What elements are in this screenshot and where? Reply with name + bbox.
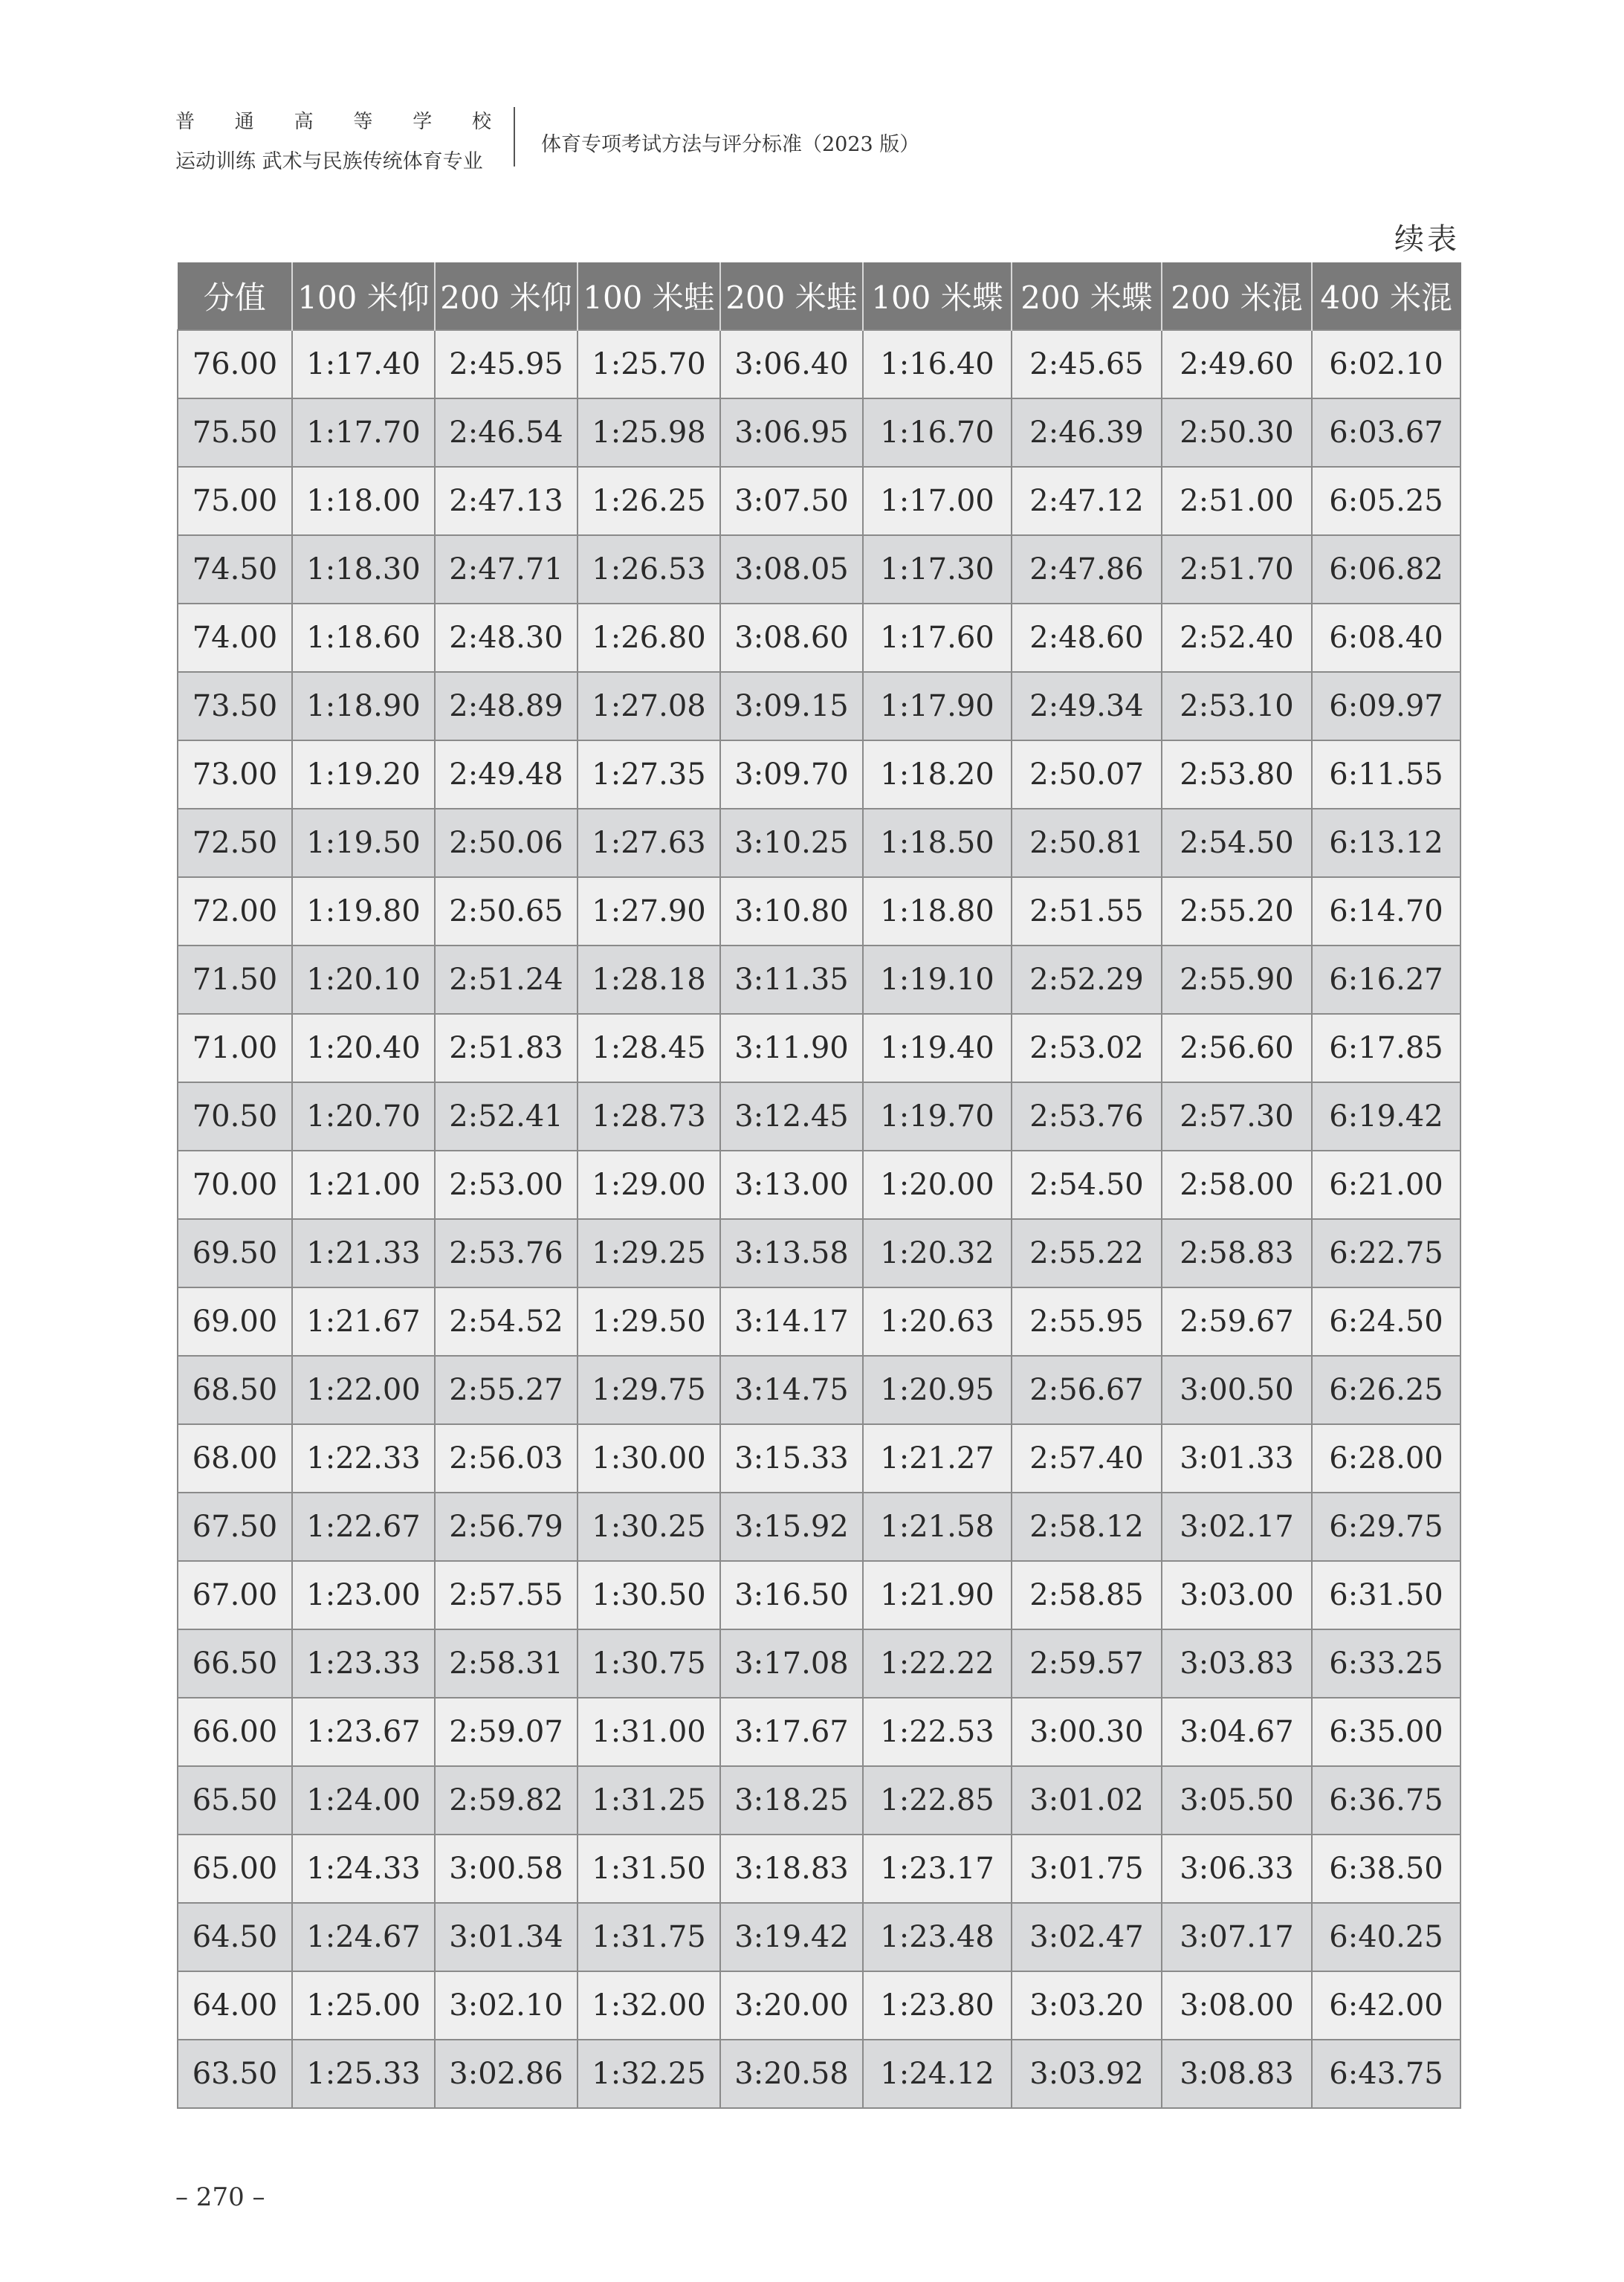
score-cell: 71.50 xyxy=(178,946,292,1014)
time-cell: 1:17.30 xyxy=(863,535,1012,604)
time-cell: 3:15.33 xyxy=(720,1424,863,1493)
score-cell: 72.00 xyxy=(178,877,292,946)
time-cell: 2:51.24 xyxy=(435,946,578,1014)
time-cell: 2:58.31 xyxy=(435,1629,578,1698)
time-cell: 3:08.00 xyxy=(1162,1971,1312,2040)
score-cell: 68.50 xyxy=(178,1356,292,1424)
time-cell: 1:21.90 xyxy=(863,1561,1012,1629)
time-cell: 1:31.25 xyxy=(578,1766,720,1835)
time-cell: 2:45.65 xyxy=(1012,330,1162,398)
time-cell: 3:13.58 xyxy=(720,1219,863,1287)
time-cell: 1:25.33 xyxy=(292,2040,435,2108)
time-cell: 1:19.50 xyxy=(292,809,435,877)
time-cell: 2:46.54 xyxy=(435,398,578,467)
time-cell: 2:51.83 xyxy=(435,1014,578,1082)
table-row xyxy=(178,1424,1460,1493)
time-cell: 3:05.50 xyxy=(1162,1766,1312,1835)
column-header: 200 米蛙 xyxy=(720,262,863,330)
time-cell: 2:53.02 xyxy=(1012,1014,1162,1082)
time-cell: 3:01.34 xyxy=(435,1903,578,1971)
time-cell: 1:20.00 xyxy=(863,1151,1012,1219)
time-cell: 3:18.25 xyxy=(720,1766,863,1835)
header-left-block xyxy=(175,107,502,177)
time-cell: 1:19.10 xyxy=(863,946,1012,1014)
score-cell: 69.00 xyxy=(178,1287,292,1356)
time-cell: 3:20.00 xyxy=(720,1971,863,2040)
time-cell: 2:50.07 xyxy=(1012,740,1162,809)
time-cell: 1:20.32 xyxy=(863,1219,1012,1287)
time-cell: 2:56.67 xyxy=(1012,1356,1162,1424)
score-cell: 67.00 xyxy=(178,1561,292,1629)
time-cell: 1:25.70 xyxy=(578,330,720,398)
time-cell: 2:59.67 xyxy=(1162,1287,1312,1356)
time-cell: 6:22.75 xyxy=(1312,1219,1460,1287)
time-cell: 6:14.70 xyxy=(1312,877,1460,946)
time-cell: 6:03.67 xyxy=(1312,398,1460,467)
time-cell: 3:14.17 xyxy=(720,1287,863,1356)
time-cell: 2:53.76 xyxy=(435,1219,578,1287)
time-cell: 2:53.80 xyxy=(1162,740,1312,809)
time-cell: 6:29.75 xyxy=(1312,1493,1460,1561)
time-cell: 1:30.00 xyxy=(578,1424,720,1493)
time-cell: 3:10.80 xyxy=(720,877,863,946)
score-cell: 71.00 xyxy=(178,1014,292,1082)
time-cell: 2:45.95 xyxy=(435,330,578,398)
time-cell: 3:08.83 xyxy=(1162,2040,1312,2108)
time-cell: 3:12.45 xyxy=(720,1082,863,1151)
time-cell: 6:11.55 xyxy=(1312,740,1460,809)
time-cell: 1:22.67 xyxy=(292,1493,435,1561)
time-cell: 1:17.40 xyxy=(292,330,435,398)
time-cell: 3:06.95 xyxy=(720,398,863,467)
time-cell: 2:55.20 xyxy=(1162,877,1312,946)
score-cell: 68.00 xyxy=(178,1424,292,1493)
table-row xyxy=(178,398,1460,467)
time-cell: 1:27.90 xyxy=(578,877,720,946)
time-cell: 2:58.12 xyxy=(1012,1493,1162,1561)
time-cell: 1:24.00 xyxy=(292,1766,435,1835)
continued-table-label: 续表 xyxy=(1394,222,1460,256)
table-header-row xyxy=(178,262,1460,330)
time-cell: 1:25.00 xyxy=(292,1971,435,2040)
time-cell: 1:26.53 xyxy=(578,535,720,604)
time-cell: 1:30.50 xyxy=(578,1561,720,1629)
table-row xyxy=(178,1082,1460,1151)
score-cell: 66.50 xyxy=(178,1629,292,1698)
time-cell: 2:57.55 xyxy=(435,1561,578,1629)
time-cell: 2:54.50 xyxy=(1162,809,1312,877)
time-cell: 1:27.08 xyxy=(578,672,720,740)
score-cell: 73.50 xyxy=(178,672,292,740)
time-cell: 3:02.47 xyxy=(1012,1903,1162,1971)
school-char: 学 xyxy=(413,111,433,133)
time-cell: 2:47.86 xyxy=(1012,535,1162,604)
time-cell: 2:56.60 xyxy=(1162,1014,1312,1082)
time-cell: 6:02.10 xyxy=(1312,330,1460,398)
table-row xyxy=(178,672,1460,740)
score-cell: 73.00 xyxy=(178,740,292,809)
time-cell: 3:07.17 xyxy=(1162,1903,1312,1971)
time-cell: 2:47.13 xyxy=(435,467,578,535)
time-cell: 6:28.00 xyxy=(1312,1424,1460,1493)
time-cell: 2:51.55 xyxy=(1012,877,1162,946)
table-row xyxy=(178,1219,1460,1287)
time-cell: 2:57.40 xyxy=(1012,1424,1162,1493)
time-cell: 6:38.50 xyxy=(1312,1835,1460,1903)
time-cell: 3:11.90 xyxy=(720,1014,863,1082)
time-cell: 1:23.33 xyxy=(292,1629,435,1698)
time-cell: 1:21.33 xyxy=(292,1219,435,1287)
time-cell: 3:11.35 xyxy=(720,946,863,1014)
score-cell: 70.50 xyxy=(178,1082,292,1151)
time-cell: 2:47.12 xyxy=(1012,467,1162,535)
time-cell: 1:21.58 xyxy=(863,1493,1012,1561)
time-cell: 1:20.10 xyxy=(292,946,435,1014)
time-cell: 6:26.25 xyxy=(1312,1356,1460,1424)
time-cell: 1:16.40 xyxy=(863,330,1012,398)
time-cell: 3:01.33 xyxy=(1162,1424,1312,1493)
table-row xyxy=(178,877,1460,946)
time-cell: 3:09.70 xyxy=(720,740,863,809)
table-row xyxy=(178,467,1460,535)
time-cell: 1:24.12 xyxy=(863,2040,1012,2108)
time-cell: 3:16.50 xyxy=(720,1561,863,1629)
running-header xyxy=(175,107,1290,181)
time-cell: 1:24.33 xyxy=(292,1835,435,1903)
table-row xyxy=(178,1493,1460,1561)
time-cell: 2:49.60 xyxy=(1162,330,1312,398)
score-cell: 66.00 xyxy=(178,1698,292,1766)
school-char: 高 xyxy=(294,111,314,133)
column-header: 200 米蝶 xyxy=(1012,262,1162,330)
time-cell: 1:22.00 xyxy=(292,1356,435,1424)
time-cell: 3:06.33 xyxy=(1162,1835,1312,1903)
time-cell: 6:21.00 xyxy=(1312,1151,1460,1219)
time-cell: 3:00.58 xyxy=(435,1835,578,1903)
time-cell: 3:10.25 xyxy=(720,809,863,877)
time-cell: 3:01.02 xyxy=(1012,1766,1162,1835)
time-cell: 2:57.30 xyxy=(1162,1082,1312,1151)
time-cell: 1:17.70 xyxy=(292,398,435,467)
time-cell: 6:35.00 xyxy=(1312,1698,1460,1766)
school-char: 通 xyxy=(234,111,254,133)
major-label: 运动训练 武术与民族传统体育专业 xyxy=(175,150,483,173)
time-cell: 3:02.10 xyxy=(435,1971,578,2040)
column-header: 400 米混 xyxy=(1312,262,1460,330)
school-char: 等 xyxy=(353,111,373,133)
time-cell: 1:18.00 xyxy=(292,467,435,535)
time-cell: 1:31.75 xyxy=(578,1903,720,1971)
time-cell: 3:15.92 xyxy=(720,1493,863,1561)
time-cell: 2:50.30 xyxy=(1162,398,1312,467)
time-cell: 2:49.48 xyxy=(435,740,578,809)
table-row xyxy=(178,809,1460,877)
time-cell: 3:02.17 xyxy=(1162,1493,1312,1561)
time-cell: 6:36.75 xyxy=(1312,1766,1460,1835)
score-cell: 64.00 xyxy=(178,1971,292,2040)
time-cell: 1:24.67 xyxy=(292,1903,435,1971)
time-cell: 1:29.50 xyxy=(578,1287,720,1356)
time-cell: 2:55.95 xyxy=(1012,1287,1162,1356)
time-cell: 3:07.50 xyxy=(720,467,863,535)
time-cell: 2:48.89 xyxy=(435,672,578,740)
time-cell: 1:18.30 xyxy=(292,535,435,604)
table-row xyxy=(178,1903,1460,1971)
score-cell: 70.00 xyxy=(178,1151,292,1219)
school-char: 校 xyxy=(471,111,491,133)
time-cell: 6:08.40 xyxy=(1312,604,1460,672)
time-cell: 2:55.27 xyxy=(435,1356,578,1424)
time-cell: 2:59.57 xyxy=(1012,1629,1162,1698)
time-cell: 1:21.00 xyxy=(292,1151,435,1219)
time-cell: 1:28.73 xyxy=(578,1082,720,1151)
time-cell: 1:19.80 xyxy=(292,877,435,946)
school-char: 普 xyxy=(175,111,195,133)
time-cell: 6:17.85 xyxy=(1312,1014,1460,1082)
table-row xyxy=(178,1561,1460,1629)
time-cell: 1:22.85 xyxy=(863,1766,1012,1835)
time-cell: 1:19.70 xyxy=(863,1082,1012,1151)
time-cell: 1:20.70 xyxy=(292,1082,435,1151)
time-cell: 3:03.00 xyxy=(1162,1561,1312,1629)
time-cell: 3:14.75 xyxy=(720,1356,863,1424)
time-cell: 1:26.80 xyxy=(578,604,720,672)
time-cell: 2:50.65 xyxy=(435,877,578,946)
time-cell: 1:28.45 xyxy=(578,1014,720,1082)
time-cell: 1:28.18 xyxy=(578,946,720,1014)
time-cell: 1:21.67 xyxy=(292,1287,435,1356)
time-cell: 6:33.25 xyxy=(1312,1629,1460,1698)
table-row xyxy=(178,2040,1460,2108)
time-cell: 6:31.50 xyxy=(1312,1561,1460,1629)
time-cell: 3:03.20 xyxy=(1012,1971,1162,2040)
time-cell: 1:19.20 xyxy=(292,740,435,809)
table-body xyxy=(178,330,1460,2108)
time-cell: 1:21.27 xyxy=(863,1424,1012,1493)
time-cell: 1:23.48 xyxy=(863,1903,1012,1971)
time-cell: 3:17.67 xyxy=(720,1698,863,1766)
time-cell: 6:40.25 xyxy=(1312,1903,1460,1971)
time-cell: 2:48.60 xyxy=(1012,604,1162,672)
time-cell: 1:20.95 xyxy=(863,1356,1012,1424)
column-header: 100 米蛙 xyxy=(578,262,720,330)
score-cell: 75.00 xyxy=(178,467,292,535)
time-cell: 1:22.53 xyxy=(863,1698,1012,1766)
time-cell: 2:46.39 xyxy=(1012,398,1162,467)
time-cell: 1:30.75 xyxy=(578,1629,720,1698)
time-cell: 1:18.90 xyxy=(292,672,435,740)
time-cell: 1:18.20 xyxy=(863,740,1012,809)
time-cell: 1:23.80 xyxy=(863,1971,1012,2040)
time-cell: 6:24.50 xyxy=(1312,1287,1460,1356)
time-cell: 2:52.41 xyxy=(435,1082,578,1151)
table-row xyxy=(178,535,1460,604)
score-cell: 65.50 xyxy=(178,1766,292,1835)
time-cell: 6:13.12 xyxy=(1312,809,1460,877)
time-cell: 2:58.85 xyxy=(1012,1561,1162,1629)
time-cell: 2:52.29 xyxy=(1012,946,1162,1014)
table-row xyxy=(178,1014,1460,1082)
time-cell: 2:56.03 xyxy=(435,1424,578,1493)
time-cell: 2:50.81 xyxy=(1012,809,1162,877)
time-cell: 2:59.82 xyxy=(435,1766,578,1835)
time-cell: 1:23.17 xyxy=(863,1835,1012,1903)
time-cell: 2:53.10 xyxy=(1162,672,1312,740)
column-header: 分值 xyxy=(178,262,292,330)
score-cell: 72.50 xyxy=(178,809,292,877)
table-row xyxy=(178,330,1460,398)
time-cell: 2:51.70 xyxy=(1162,535,1312,604)
score-cell: 64.50 xyxy=(178,1903,292,1971)
table-row xyxy=(178,1287,1460,1356)
time-cell: 1:31.00 xyxy=(578,1698,720,1766)
time-cell: 3:02.86 xyxy=(435,2040,578,2108)
score-cell: 63.50 xyxy=(178,2040,292,2108)
column-header: 100 米仰 xyxy=(292,262,435,330)
table-row xyxy=(178,1971,1460,2040)
table-row xyxy=(178,1698,1460,1766)
table-row xyxy=(178,740,1460,809)
time-cell: 3:18.83 xyxy=(720,1835,863,1903)
time-cell: 3:06.40 xyxy=(720,330,863,398)
time-cell: 2:51.00 xyxy=(1162,467,1312,535)
time-cell: 3:03.92 xyxy=(1012,2040,1162,2108)
time-cell: 2:55.90 xyxy=(1162,946,1312,1014)
time-cell: 1:17.60 xyxy=(863,604,1012,672)
table-row xyxy=(178,1629,1460,1698)
time-cell: 3:08.60 xyxy=(720,604,863,672)
time-cell: 2:58.00 xyxy=(1162,1151,1312,1219)
time-cell: 1:22.33 xyxy=(292,1424,435,1493)
time-cell: 6:19.42 xyxy=(1312,1082,1460,1151)
time-cell: 1:26.25 xyxy=(578,467,720,535)
table-row xyxy=(178,946,1460,1014)
school-type-label xyxy=(175,107,491,137)
time-cell: 1:32.00 xyxy=(578,1971,720,2040)
table-row xyxy=(178,1766,1460,1835)
time-cell: 1:18.60 xyxy=(292,604,435,672)
time-cell: 6:06.82 xyxy=(1312,535,1460,604)
table-row xyxy=(178,1356,1460,1424)
time-cell: 3:20.58 xyxy=(720,2040,863,2108)
time-cell: 2:52.40 xyxy=(1162,604,1312,672)
column-header: 200 米仰 xyxy=(435,262,578,330)
time-cell: 1:29.25 xyxy=(578,1219,720,1287)
time-cell: 6:16.27 xyxy=(1312,946,1460,1014)
time-cell: 2:47.71 xyxy=(435,535,578,604)
table-row xyxy=(178,1151,1460,1219)
time-cell: 2:49.34 xyxy=(1012,672,1162,740)
time-cell: 2:56.79 xyxy=(435,1493,578,1561)
score-cell: 74.50 xyxy=(178,535,292,604)
time-cell: 3:00.50 xyxy=(1162,1356,1312,1424)
time-cell: 2:59.07 xyxy=(435,1698,578,1766)
time-cell: 2:54.52 xyxy=(435,1287,578,1356)
time-cell: 1:27.35 xyxy=(578,740,720,809)
time-cell: 2:48.30 xyxy=(435,604,578,672)
time-cell: 3:01.75 xyxy=(1012,1835,1162,1903)
time-cell: 3:17.08 xyxy=(720,1629,863,1698)
time-cell: 3:13.00 xyxy=(720,1151,863,1219)
time-cell: 1:32.25 xyxy=(578,2040,720,2108)
score-cell: 76.00 xyxy=(178,330,292,398)
time-cell: 6:42.00 xyxy=(1312,1971,1460,2040)
time-cell: 3:03.83 xyxy=(1162,1629,1312,1698)
time-cell: 1:29.00 xyxy=(578,1151,720,1219)
time-cell: 1:19.40 xyxy=(863,1014,1012,1082)
book-title: 体育专项考试方法与评分标准（2023 版） xyxy=(541,133,920,156)
table-row xyxy=(178,604,1460,672)
time-cell: 1:20.40 xyxy=(292,1014,435,1082)
time-cell: 3:00.30 xyxy=(1012,1698,1162,1766)
time-cell: 1:22.22 xyxy=(863,1629,1012,1698)
page-number: – 270 – xyxy=(175,2182,265,2212)
time-cell: 1:16.70 xyxy=(863,398,1012,467)
time-cell: 6:09.97 xyxy=(1312,672,1460,740)
time-cell: 1:17.00 xyxy=(863,467,1012,535)
column-header: 200 米混 xyxy=(1162,262,1312,330)
time-cell: 1:18.50 xyxy=(863,809,1012,877)
time-cell: 6:43.75 xyxy=(1312,2040,1460,2108)
time-cell: 2:54.50 xyxy=(1012,1151,1162,1219)
time-cell: 1:17.90 xyxy=(863,672,1012,740)
time-cell: 6:05.25 xyxy=(1312,467,1460,535)
score-cell: 75.50 xyxy=(178,398,292,467)
time-cell: 2:50.06 xyxy=(435,809,578,877)
time-cell: 1:30.25 xyxy=(578,1493,720,1561)
time-cell: 3:04.67 xyxy=(1162,1698,1312,1766)
time-cell: 3:19.42 xyxy=(720,1903,863,1971)
time-cell: 1:23.00 xyxy=(292,1561,435,1629)
time-cell: 3:08.05 xyxy=(720,535,863,604)
time-cell: 1:31.50 xyxy=(578,1835,720,1903)
time-cell: 1:18.80 xyxy=(863,877,1012,946)
time-cell: 1:23.67 xyxy=(292,1698,435,1766)
time-cell: 2:55.22 xyxy=(1012,1219,1162,1287)
time-cell: 2:53.76 xyxy=(1012,1082,1162,1151)
time-cell: 3:09.15 xyxy=(720,672,863,740)
column-header: 100 米蝶 xyxy=(863,262,1012,330)
score-cell: 65.00 xyxy=(178,1835,292,1903)
time-cell: 1:29.75 xyxy=(578,1356,720,1424)
score-cell: 74.00 xyxy=(178,604,292,672)
score-table xyxy=(177,262,1461,2109)
score-cell: 69.50 xyxy=(178,1219,292,1287)
time-cell: 1:20.63 xyxy=(863,1287,1012,1356)
time-cell: 2:58.83 xyxy=(1162,1219,1312,1287)
time-cell: 2:53.00 xyxy=(435,1151,578,1219)
score-cell: 67.50 xyxy=(178,1493,292,1561)
table-row xyxy=(178,1835,1460,1903)
time-cell: 1:27.63 xyxy=(578,809,720,877)
time-cell: 1:25.98 xyxy=(578,398,720,467)
header-divider xyxy=(514,107,515,167)
